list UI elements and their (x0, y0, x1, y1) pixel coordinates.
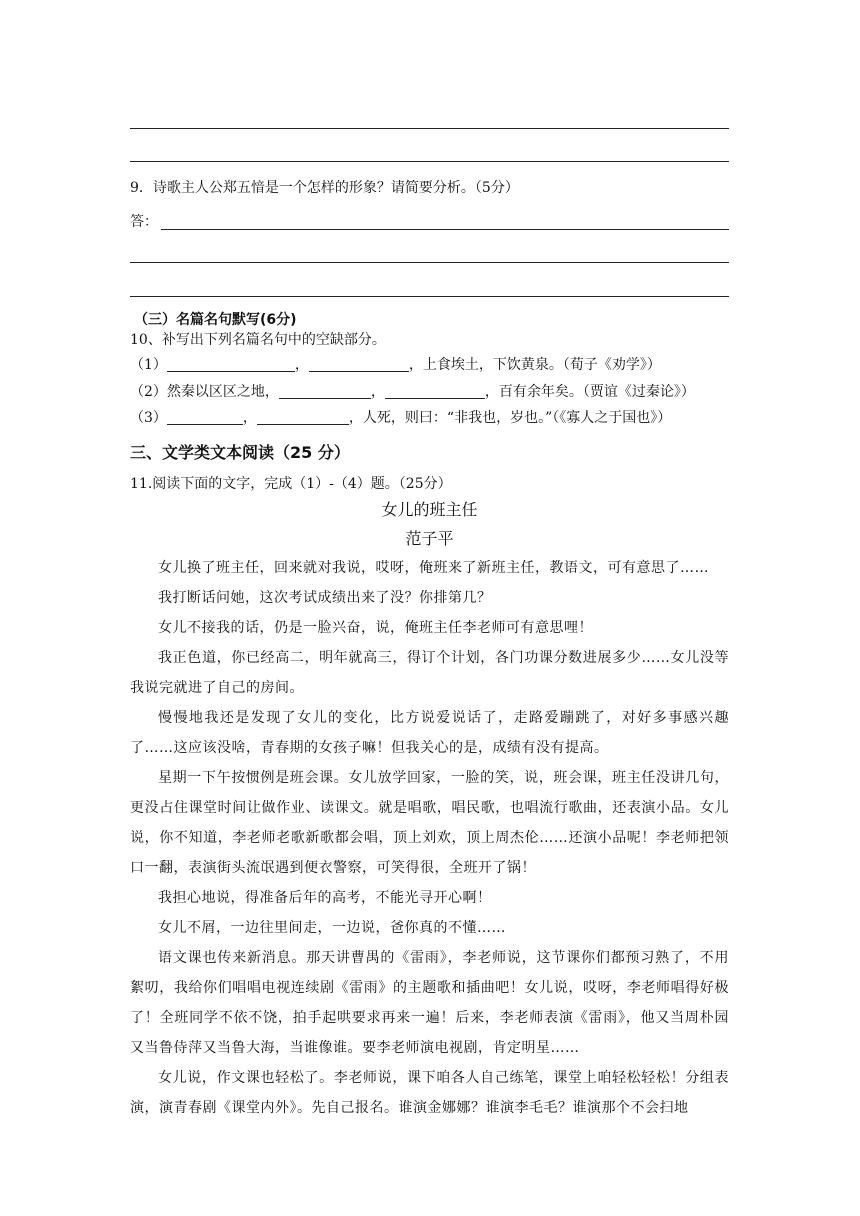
article-paragraph: 我正色道，你已经高二，明年就高三，得订个计划，各门功课分数进展多少……女儿没等我说完就进了自己的房间。 (130, 650, 729, 696)
fill-item-3: （3） ， ，人死，则曰：“非我也，岁也。”（《寡人之于国也》） (130, 410, 672, 426)
fill-item-1: （1） ， ，上食埃土，下饮黄泉。（荀子《劝学》） (130, 357, 661, 373)
answer-line (130, 161, 729, 162)
item-number: （2） (130, 384, 167, 400)
question-11-instruction: 11.阅读下面的文字，完成（1）-（4）题。（25分） (130, 476, 452, 492)
fill-blank[interactable] (257, 410, 349, 425)
question-10-instruction: 10、补写出下列名篇名句中的空缺部分。 (130, 332, 386, 348)
article-paragraph: 女儿说，作文课也轻松了。李老师说，课下咱各人自己练笔，课堂上咱轻松轻松！分组表演，演青春剧《课堂内外》。先自己报名。谁演金娜娜？谁演李毛毛？谁演那个不会扫地 (130, 1070, 729, 1116)
article-paragraph: 女儿换了班主任，回来就对我说，哎呀，俺班来了新班主任，教语文，可有意思了…… (158, 560, 709, 576)
fill-blank[interactable] (279, 384, 371, 399)
article-paragraph: 我打断话问她，这次考试成绩出来了没？你排第几？ (158, 590, 492, 606)
article-title: 女儿的班主任 (381, 500, 478, 519)
article-paragraph: 女儿不接我的话，仍是一脸兴奋，说，俺班主任李老师可有意思哩！ (158, 620, 593, 636)
article-paragraph: 慢慢地我还是发现了女儿的变化，比方说爱说话了，走路爱蹦跳了，对好多事感兴趣了……这应该没啥，青春期的女孩子嘛！但我关心的是，成绩有没有提高。 (130, 710, 729, 756)
answer-line (161, 229, 729, 230)
article-paragraph: 女儿不屑，一边往里间走，一边说，爸你真的不懂…… (158, 920, 506, 936)
article-body (130, 553, 729, 1123)
section-heading-recitation: （三）名篇名句默写(6分) (134, 312, 297, 328)
fill-blank[interactable] (309, 357, 409, 372)
article-paragraph: 星期一下午按惯例是班会课。女儿放学回家，一脸的笑，说，班会课，班主任没讲几句，更没占住课堂时间让做作业、读课文。就是唱歌，唱民歌，也唱流行歌曲，还表演小品。女儿说，你不知道，李老师老歌新歌都会唱，顶上刘欢，顶上周杰伦……还演小品呢！李老师把领口一翻，表演街头流氓遇到便衣警察，可笑得很，全班开了锅！ (130, 770, 729, 876)
answer-line (130, 262, 729, 263)
article-paragraph: 我担心地说，得准备后年的高考，不能光寻开心啊！ (158, 890, 492, 906)
fill-blank[interactable] (167, 357, 295, 372)
item-number: （3） (130, 410, 167, 426)
article-author: 范子平 (405, 529, 454, 548)
fill-blank[interactable] (167, 410, 243, 425)
item-number: （1） (130, 357, 167, 373)
article-paragraph: 语文课也传来新消息。那天讲曹禺的《雷雨》，李老师说，这节课你们都预习熟了，不用絮叨，我给你们唱唱电视连续剧《雷雨》的主题歌和插曲吧！女儿说，哎呀，李老师唱得好极了！全班同学不依不饶，拍手起哄要求再来一遍！后来，李老师表演《雷雨》，他又当周朴园又当鲁侍萍又当鲁大海，当谁像谁。要李老师演电视剧，肯定明星…… (130, 950, 729, 1056)
question-9: 9．诗歌主人公郑五愔是一个怎样的形象？请简要分析。（5分） (130, 180, 519, 196)
answer-label: 答： (130, 214, 158, 230)
answer-line (130, 296, 729, 297)
fill-blank[interactable] (385, 384, 485, 399)
section-heading-literary-reading: 三、文学类文本阅读（25 分） (130, 443, 350, 462)
fill-item-2: （2）然秦以区区之地， ， ，百有余年矣。（贾谊《过秦论》） (130, 384, 695, 400)
answer-line (130, 128, 729, 129)
